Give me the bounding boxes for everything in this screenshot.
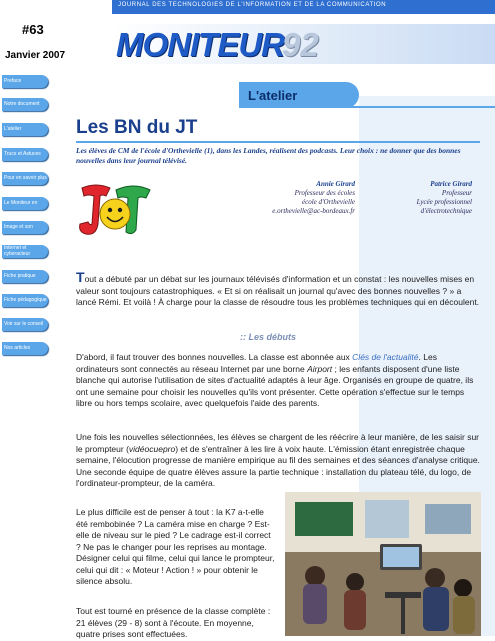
paragraph-difficulte: Le plus difficile est de penser à tout : la K7 a-t-elle été rembobinée ? La caméra mise en charge ? Est-elle de niveau sur le pied ? Le cadrage est-il correct ? Ne pas le changer pour les reprises au montage. Désigner celui qui filme, celui qui lance le prompteur, celui qui dit : « Moteur ! Action ! » pour obtenir le silence absolu. [76,507,275,586]
sidebar-item-conseil[interactable] [2,318,48,331]
sidebar-item-label: Preface [4,77,22,84]
author-role: Professeur des écoles [294,189,355,197]
masthead-number: 92 [282,26,319,63]
author-role: Professeur [441,189,472,197]
author-name: Patrice Girard [430,180,472,188]
sidebar-item-label: Le Moniteur en [4,199,38,206]
sidebar-item-savoir-plus[interactable] [2,172,48,185]
sidebar-item-label: Image et son [4,223,33,230]
sidebar-item-trucs[interactable] [2,148,48,161]
article-title: Les BN du JT [76,117,198,138]
jt-logo-icon [76,180,154,240]
sidebar-item-label: Nos articles [4,344,31,351]
sidebar-item-image-son[interactable] [2,221,48,234]
sidebar-item-label: Trucs et Astuces [4,150,41,157]
section-tab-rule [239,106,495,108]
paragraph-intro: Tout a débuté par un débat sur les journaux télévisés d'information et un constat : les nouvelles mises en valeur sont toujours catastrophiques. « Et si on réalisait un journal qu'avec des bonnes nouvelles ? » a lancé Rémi. Et voilà ! À charge pour la classe de résoudre tous les problèmes techniques qui en découlent. [76,269,480,307]
paragraph-debuts: D'abord, il faut trouver des bonnes nouvelles. La classe est abonnée aux Clés de l'actualité. Les ordinateurs sont connectés au réseau Internet par une borne Airport ; les enfants disposent d'une liste blanche qui autorise l'utilisation de sites d'actualité adaptés à leur âge. Organisés en groupe de quatre, ils ont une semaine pour choisir les nouvelles qu'ils vont présenter. Cette opération s'effectue sur le temps libre ou hors temps scolaire, avec quelquefois l'aide des parents. [76,352,474,408]
section-heading: :: Les débuts [240,332,297,342]
sidebar-item-moniteur[interactable] [2,197,48,210]
issue-date: Janvier 2007 [5,50,66,61]
article-lead: Les élèves de CM de l'école d'Orthevielle (1), dans les Landes, réalisent des podcasts. Leur choix : ne donner que des bonnes nouvelles dans leur journal télévisé. [76,146,461,165]
sidebar-item-internet[interactable] [2,245,48,258]
paragraph-preparation: Une fois les nouvelles sélectionnées, les élèves se chargent de les réécrire à leur manière, de les saisir sur le prompteur (vidéocuepro) et de s'entraîner à les lire à voix haute. L'émission étant enregistrée chaque semaine, l'élocution progresse de manière empirique au fil des semaines et des séances d'analyse critique. Une seconde équipe de quatre élèves assure la partie technique : installation du plateau télé, du logo, de l'ordinateur-prompteur, de la caméra. [76,432,480,488]
cles-actualite-link[interactable]: Clés de l'actualité [352,352,419,362]
author-school: école d'Orthevielle [302,198,355,206]
title-rule [76,141,480,143]
journal-tagline: JOURNAL DES TECHNOLOGIES DE L'INFORMATION ET DE LA COMMUNICATION [118,2,387,8]
sidebar-item-notre-document[interactable] [2,98,48,111]
sidebar-item-atelier[interactable] [2,123,48,136]
sidebar-item-label: Pour en savoir plus [4,174,47,181]
author-subject: d'électrotechnique [420,207,472,215]
sidebar-item-label: L'atelier [4,125,22,132]
author-annie-girard [220,180,355,216]
sidebar-item-articles[interactable] [2,342,48,355]
section-tab-label: L'atelier [248,88,298,103]
sidebar-item-label: Notre document [4,100,40,107]
sidebar-item-fiche-pedagogique[interactable] [2,294,48,307]
drop-cap: T [76,269,85,285]
issue-number: #63 [22,22,44,37]
masthead-logo: MONITEUR [116,26,284,63]
sidebar-item-label: Voir sur le conseil [4,320,44,327]
paragraph-tournage: Tout est tourné en présence de la classe complète : 21 élèves (29 - 8) sont à l'écoute. En moyenne, quatre prises sont effectuées. [76,606,271,639]
classroom-photo [285,492,481,636]
sidebar-item-label: Internet et cyberacteur [4,245,31,257]
author-name: Annie Girard [316,180,355,188]
sidebar-item-label: Fiche pratique [4,272,36,279]
sidebar-item-fiche-pratique[interactable] [2,270,48,283]
sidebar-item-preface[interactable] [2,75,48,88]
author-patrice-girard [362,180,472,216]
author-school: Lycée professionnel [416,198,472,206]
sidebar-item-label: Fiche pédagogique [4,296,47,303]
author-email[interactable]: e.orthevielle@ac-bordeaux.fr [272,207,355,215]
